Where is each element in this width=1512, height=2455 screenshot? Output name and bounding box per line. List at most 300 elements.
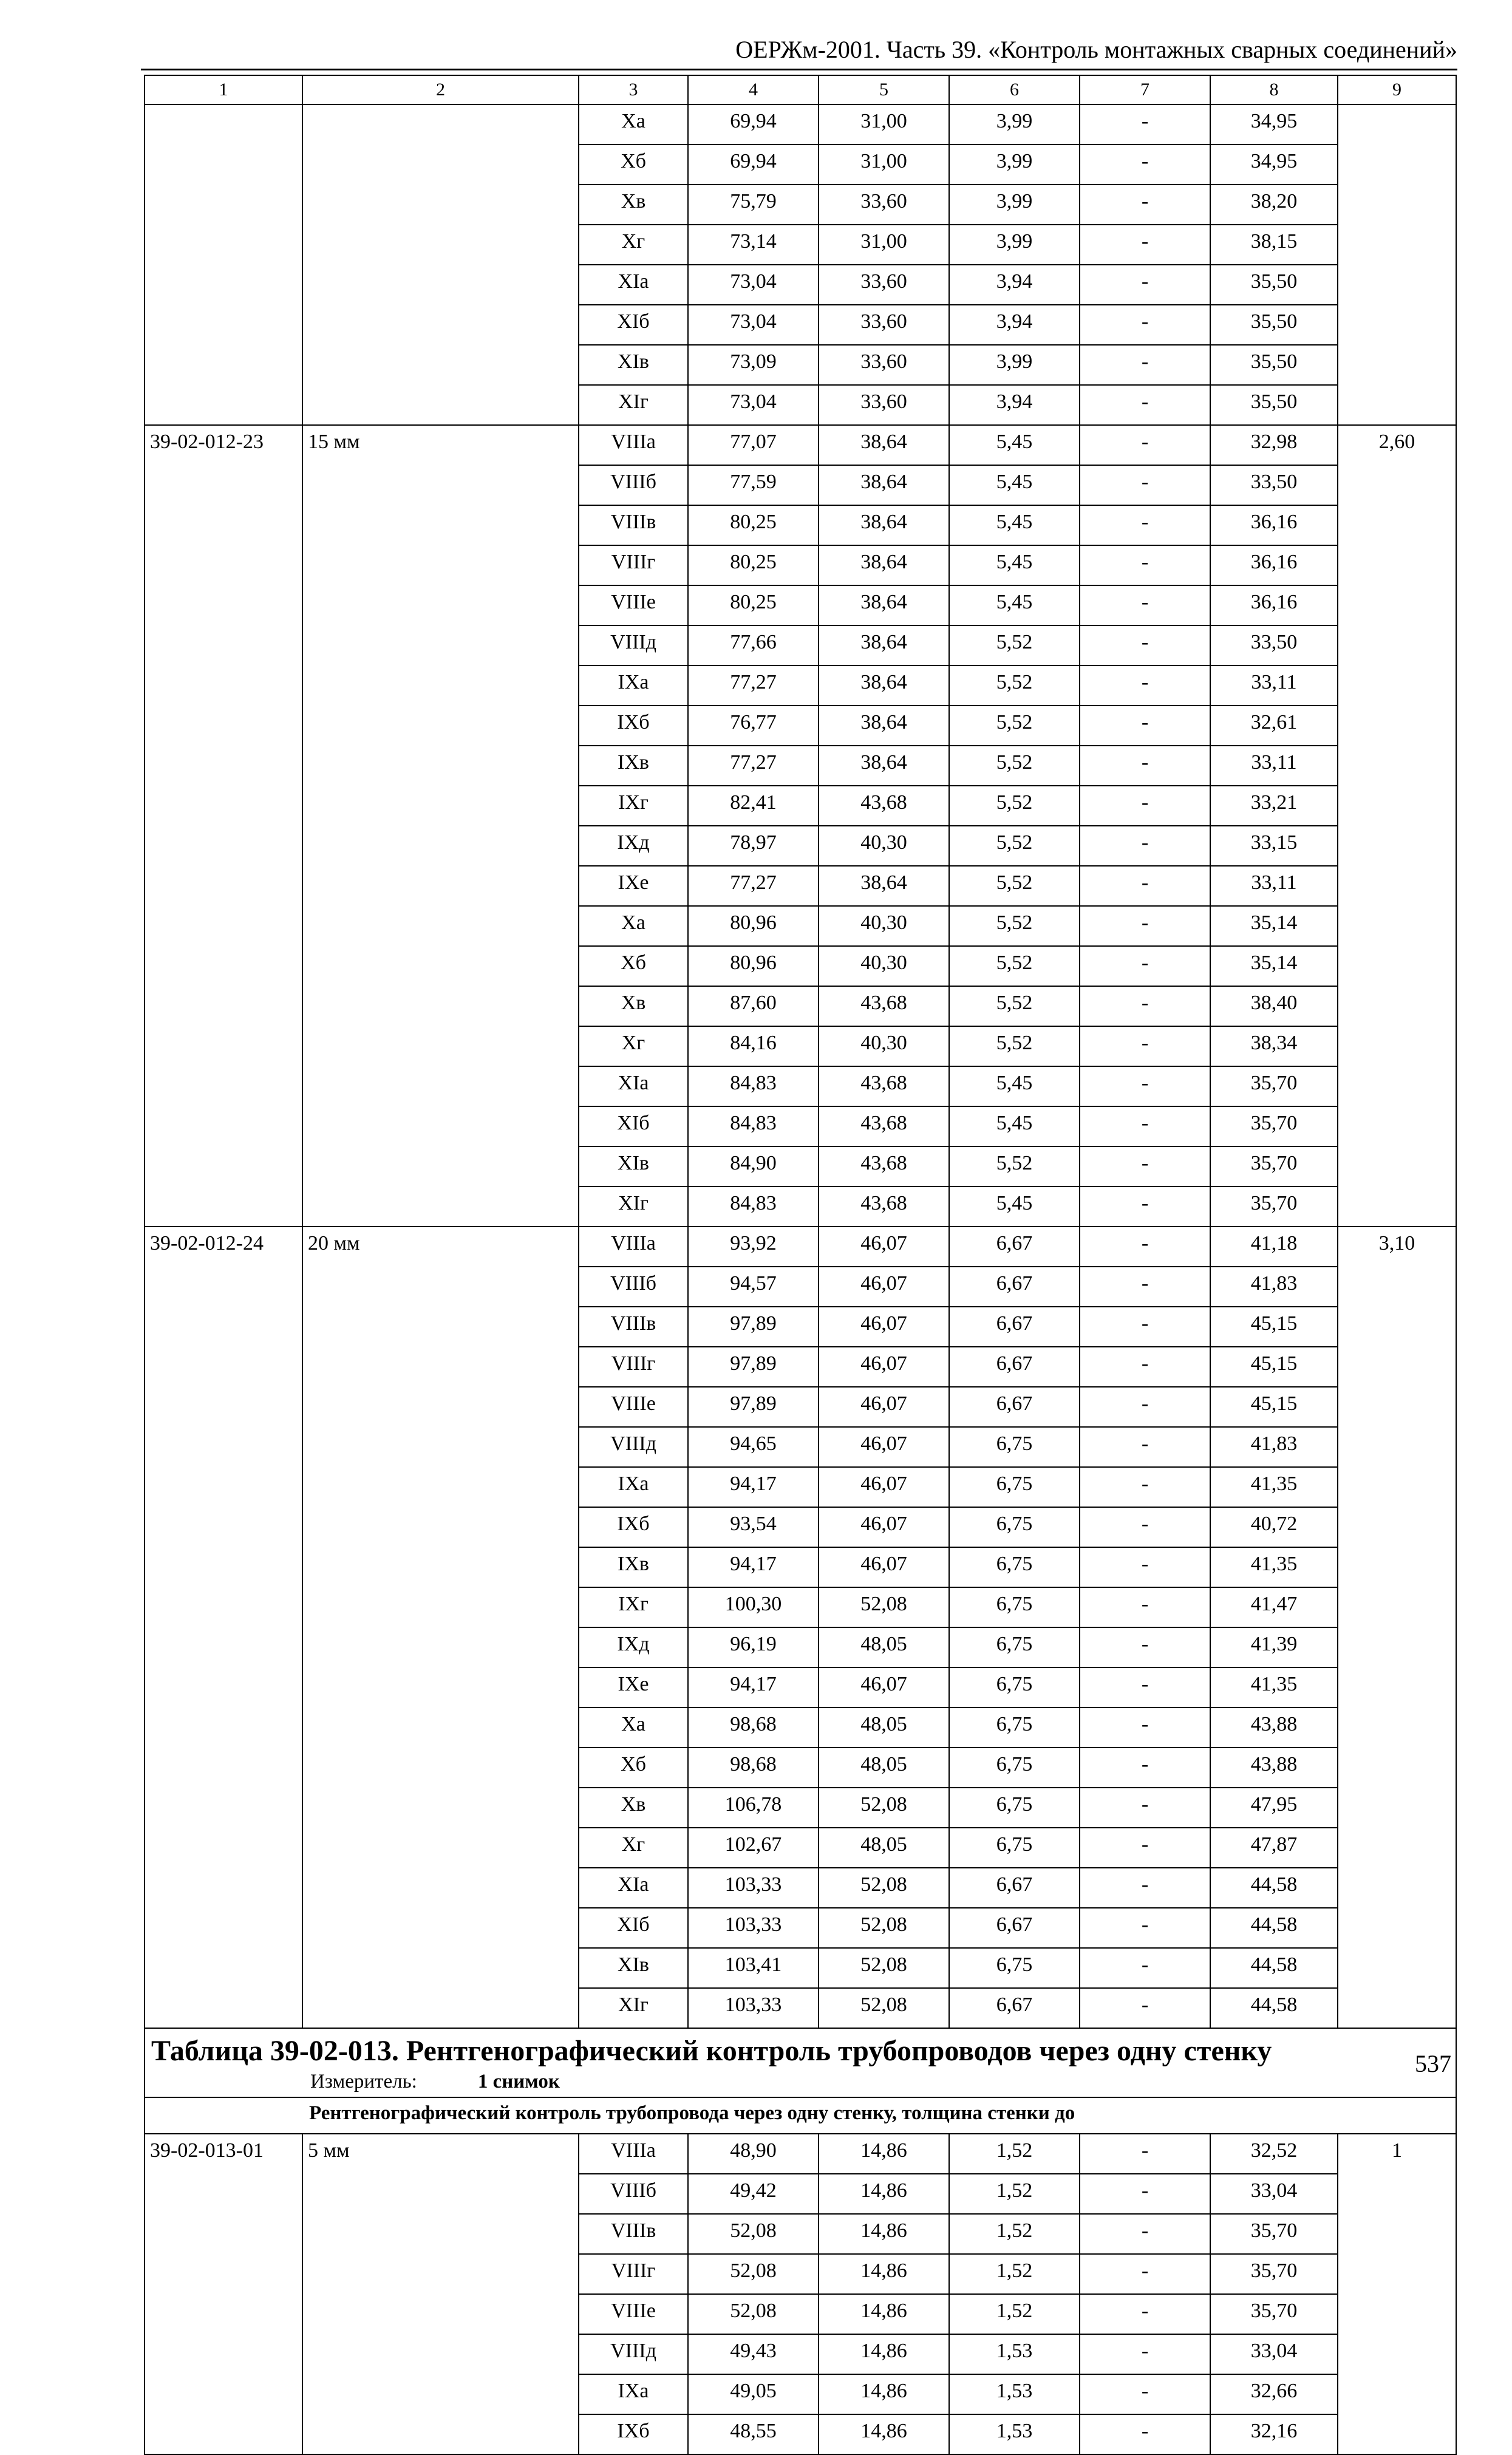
labor-wages: 52,08 — [819, 1788, 949, 1828]
soil-group: XIа — [579, 1868, 688, 1908]
driver-wages: - — [1080, 1026, 1210, 1066]
labor-wages: 40,30 — [819, 1026, 949, 1066]
direct-costs: 103,33 — [688, 1988, 819, 2028]
materials: 36,16 — [1210, 545, 1338, 585]
labor-wages: 33,60 — [819, 345, 949, 385]
machine-operation: 6,67 — [949, 1868, 1080, 1908]
machine-operation: 6,75 — [949, 1467, 1080, 1507]
direct-costs: 80,96 — [688, 906, 819, 946]
rate-code: 39-02-012-24 — [145, 1227, 302, 2028]
labor-wages: 46,07 — [819, 1387, 949, 1427]
driver-wages: - — [1080, 1427, 1210, 1467]
table-row — [145, 1227, 1456, 1267]
materials: 38,40 — [1210, 986, 1338, 1026]
labor-wages: 14,86 — [819, 2174, 949, 2214]
driver-wages: - — [1080, 2334, 1210, 2374]
materials: 33,11 — [1210, 666, 1338, 706]
rate-code: 39-02-012-23 — [145, 425, 302, 1227]
machine-operation: 1,52 — [949, 2214, 1080, 2254]
labor-wages: 33,60 — [819, 305, 949, 345]
materials: 32,52 — [1210, 2134, 1338, 2174]
soil-group: VIIIг — [579, 2254, 688, 2294]
soil-group: VIIIб — [579, 1267, 688, 1307]
labor-wages: 38,64 — [819, 465, 949, 505]
labor-wages: 14,86 — [819, 2374, 949, 2414]
machine-operation: 5,52 — [949, 1026, 1080, 1066]
rate-description — [302, 104, 579, 425]
soil-group: VIIIд — [579, 2334, 688, 2374]
machine-operation: 6,75 — [949, 1667, 1080, 1708]
materials: 44,58 — [1210, 1948, 1338, 1988]
labor-wages: 38,64 — [819, 746, 949, 786]
machine-operation: 6,67 — [949, 1908, 1080, 1948]
materials: 45,15 — [1210, 1347, 1338, 1387]
machine-operation: 5,52 — [949, 786, 1080, 826]
machine-operation: 1,52 — [949, 2174, 1080, 2214]
labor-wages: 46,07 — [819, 1347, 949, 1387]
labor-wages: 33,60 — [819, 385, 949, 425]
machine-operation: 5,52 — [949, 625, 1080, 666]
materials: 41,47 — [1210, 1587, 1338, 1627]
direct-costs: 94,65 — [688, 1427, 819, 1467]
meter-label: Измеритель: — [310, 2071, 417, 2092]
direct-costs: 69,94 — [688, 145, 819, 185]
machine-operation: 5,45 — [949, 425, 1080, 465]
driver-wages: - — [1080, 104, 1210, 145]
direct-costs: 49,05 — [688, 2374, 819, 2414]
soil-group: IXе — [579, 866, 688, 906]
table-row — [145, 2134, 1456, 2174]
labor-wages: 46,07 — [819, 1427, 949, 1467]
machine-operation: 6,75 — [949, 1547, 1080, 1587]
driver-wages: - — [1080, 1146, 1210, 1187]
materials: 44,58 — [1210, 1868, 1338, 1908]
soil-group: Xг — [579, 1828, 688, 1868]
rate-description: 20 мм — [302, 1227, 579, 2028]
machine-operation: 1,52 — [949, 2134, 1080, 2174]
materials: 43,88 — [1210, 1708, 1338, 1748]
column-number: 2 — [302, 75, 579, 104]
direct-costs: 84,83 — [688, 1066, 819, 1106]
labor-wages: 38,64 — [819, 666, 949, 706]
direct-costs: 73,09 — [688, 345, 819, 385]
machine-operation: 6,67 — [949, 1267, 1080, 1307]
soil-group: IXг — [579, 786, 688, 826]
direct-costs: 48,90 — [688, 2134, 819, 2174]
driver-wages: - — [1080, 1507, 1210, 1547]
soil-group: Xа — [579, 104, 688, 145]
soil-group: Xв — [579, 986, 688, 1026]
direct-costs: 103,33 — [688, 1868, 819, 1908]
soil-group: Xа — [579, 906, 688, 946]
direct-costs: 78,97 — [688, 826, 819, 866]
machine-operation: 6,75 — [949, 1828, 1080, 1868]
materials: 35,14 — [1210, 906, 1338, 946]
materials: 41,39 — [1210, 1627, 1338, 1667]
direct-costs: 73,04 — [688, 265, 819, 305]
direct-costs: 84,16 — [688, 1026, 819, 1066]
meter-value: 1 снимок — [477, 2071, 560, 2092]
materials: 33,50 — [1210, 465, 1338, 505]
soil-group: VIIIб — [579, 2174, 688, 2214]
materials: 35,70 — [1210, 2214, 1338, 2254]
materials: 45,15 — [1210, 1387, 1338, 1427]
soil-group: Xб — [579, 1748, 688, 1788]
labor-wages: 14,86 — [819, 2254, 949, 2294]
direct-costs: 94,17 — [688, 1667, 819, 1708]
driver-wages: - — [1080, 986, 1210, 1026]
materials: 43,88 — [1210, 1748, 1338, 1788]
materials: 35,14 — [1210, 946, 1338, 986]
labor-wages: 52,08 — [819, 1988, 949, 2028]
driver-wages: - — [1080, 1387, 1210, 1427]
labor-wages: 43,68 — [819, 1066, 949, 1106]
soil-group: XIа — [579, 265, 688, 305]
driver-wages: - — [1080, 706, 1210, 746]
machine-operation: 3,94 — [949, 305, 1080, 345]
rate-code — [145, 104, 302, 425]
driver-wages: - — [1080, 1066, 1210, 1106]
machine-operation: 3,94 — [949, 265, 1080, 305]
soil-group: VIIIв — [579, 505, 688, 545]
labor-wages: 52,08 — [819, 1868, 949, 1908]
soil-group: VIIIе — [579, 1387, 688, 1427]
materials: 38,15 — [1210, 225, 1338, 265]
machine-operation: 5,45 — [949, 1066, 1080, 1106]
page-number: 537 — [1415, 2050, 1451, 2077]
materials: 47,95 — [1210, 1788, 1338, 1828]
driver-wages: - — [1080, 2134, 1210, 2174]
driver-wages: - — [1080, 1347, 1210, 1387]
driver-wages: - — [1080, 1988, 1210, 2028]
rate-code: 39-02-013-01 — [145, 2134, 302, 2454]
machine-operation: 3,99 — [949, 345, 1080, 385]
machine-operation: 5,45 — [949, 1106, 1080, 1146]
labor-wages: 46,07 — [819, 1547, 949, 1587]
direct-costs: 77,07 — [688, 425, 819, 465]
direct-costs: 102,67 — [688, 1828, 819, 1868]
soil-group: IXб — [579, 2414, 688, 2454]
direct-costs: 80,25 — [688, 505, 819, 545]
materials: 44,58 — [1210, 1908, 1338, 1948]
soil-group: IXв — [579, 1547, 688, 1587]
driver-wages: - — [1080, 1547, 1210, 1587]
direct-costs: 76,77 — [688, 706, 819, 746]
driver-wages: - — [1080, 1948, 1210, 1988]
soil-group: Xг — [579, 1026, 688, 1066]
soil-group: VIIIа — [579, 425, 688, 465]
machine-operation: 6,75 — [949, 1788, 1080, 1828]
labor-wages: 43,68 — [819, 1187, 949, 1227]
materials: 35,50 — [1210, 305, 1338, 345]
machine-operation: 3,94 — [949, 385, 1080, 425]
machine-operation: 6,75 — [949, 1507, 1080, 1547]
labor-wages: 40,30 — [819, 826, 949, 866]
materials: 45,15 — [1210, 1307, 1338, 1347]
machine-operation: 6,75 — [949, 1948, 1080, 1988]
labor-wages: 14,86 — [819, 2334, 949, 2374]
driver-wages: - — [1080, 2374, 1210, 2414]
driver-wages: - — [1080, 1106, 1210, 1146]
machine-operation: 5,45 — [949, 545, 1080, 585]
soil-group: IXд — [579, 1627, 688, 1667]
direct-costs: 49,43 — [688, 2334, 819, 2374]
driver-wages: - — [1080, 906, 1210, 946]
column-number-row — [145, 75, 1456, 104]
labor-wages: 43,68 — [819, 986, 949, 1026]
labor-hours — [1338, 104, 1456, 425]
driver-wages: - — [1080, 2174, 1210, 2214]
driver-wages: - — [1080, 185, 1210, 225]
driver-wages: - — [1080, 2254, 1210, 2294]
machine-operation: 6,75 — [949, 1708, 1080, 1748]
soil-group: XIб — [579, 1106, 688, 1146]
direct-costs: 77,27 — [688, 666, 819, 706]
labor-wages: 52,08 — [819, 1948, 949, 1988]
machine-operation: 6,75 — [949, 1587, 1080, 1627]
soil-group: VIIIд — [579, 625, 688, 666]
direct-costs: 80,96 — [688, 946, 819, 986]
driver-wages: - — [1080, 545, 1210, 585]
labor-wages: 38,64 — [819, 505, 949, 545]
materials: 35,70 — [1210, 2254, 1338, 2294]
driver-wages: - — [1080, 345, 1210, 385]
soil-group: Xб — [579, 145, 688, 185]
rates-table — [144, 75, 1457, 2455]
soil-group: XIб — [579, 1908, 688, 1948]
soil-group: XIг — [579, 385, 688, 425]
labor-wages: 38,64 — [819, 585, 949, 625]
machine-operation: 5,45 — [949, 585, 1080, 625]
column-number: 9 — [1338, 75, 1456, 104]
soil-group: VIIIа — [579, 1227, 688, 1267]
driver-wages: - — [1080, 425, 1210, 465]
soil-group: XIг — [579, 1988, 688, 2028]
direct-costs: 93,92 — [688, 1227, 819, 1267]
labor-wages: 46,07 — [819, 1267, 949, 1307]
soil-group: VIIIг — [579, 1347, 688, 1387]
driver-wages: - — [1080, 505, 1210, 545]
driver-wages: - — [1080, 305, 1210, 345]
machine-operation: 6,67 — [949, 1347, 1080, 1387]
materials: 41,83 — [1210, 1427, 1338, 1467]
machine-operation: 6,67 — [949, 1307, 1080, 1347]
materials: 44,58 — [1210, 1988, 1338, 2028]
materials: 34,95 — [1210, 145, 1338, 185]
labor-wages: 40,30 — [819, 906, 949, 946]
direct-costs: 98,68 — [688, 1748, 819, 1788]
driver-wages: - — [1080, 2214, 1210, 2254]
materials: 32,98 — [1210, 425, 1338, 465]
soil-group: VIIIе — [579, 2294, 688, 2334]
direct-costs: 52,08 — [688, 2254, 819, 2294]
labor-wages: 31,00 — [819, 104, 949, 145]
materials: 32,61 — [1210, 706, 1338, 746]
driver-wages: - — [1080, 585, 1210, 625]
soil-group: VIIIв — [579, 1307, 688, 1347]
direct-costs: 96,19 — [688, 1627, 819, 1667]
direct-costs: 77,66 — [688, 625, 819, 666]
soil-group: IXе — [579, 1667, 688, 1708]
machine-operation: 6,75 — [949, 1627, 1080, 1667]
section-heading-cell — [145, 2028, 1456, 2097]
driver-wages: - — [1080, 2294, 1210, 2334]
column-number: 6 — [949, 75, 1080, 104]
materials: 33,11 — [1210, 746, 1338, 786]
labor-wages: 31,00 — [819, 145, 949, 185]
machine-operation: 6,67 — [949, 1387, 1080, 1427]
labor-wages: 52,08 — [819, 1587, 949, 1627]
materials: 33,11 — [1210, 866, 1338, 906]
labor-wages: 46,07 — [819, 1507, 949, 1547]
table-title: Таблица 39-02-013. Рентгенографический контроль трубопроводов через одну стенку — [151, 2035, 1272, 2067]
meter-line — [151, 2069, 1449, 2094]
direct-costs: 69,94 — [688, 104, 819, 145]
table-subheading — [145, 2097, 1456, 2134]
machine-operation: 5,52 — [949, 906, 1080, 946]
machine-operation: 6,75 — [949, 1748, 1080, 1788]
labor-wages: 38,64 — [819, 706, 949, 746]
soil-group: XIв — [579, 1948, 688, 1988]
materials: 32,66 — [1210, 2374, 1338, 2414]
machine-operation: 5,52 — [949, 746, 1080, 786]
direct-costs: 80,25 — [688, 585, 819, 625]
direct-costs: 84,90 — [688, 1146, 819, 1187]
materials: 47,87 — [1210, 1828, 1338, 1868]
machine-operation: 6,75 — [949, 1427, 1080, 1467]
soil-group: XIв — [579, 345, 688, 385]
labor-wages: 31,00 — [819, 225, 949, 265]
direct-costs: 97,89 — [688, 1387, 819, 1427]
soil-group: XIг — [579, 1187, 688, 1227]
materials: 33,50 — [1210, 625, 1338, 666]
soil-group: IXа — [579, 1467, 688, 1507]
driver-wages: - — [1080, 1307, 1210, 1347]
materials: 33,04 — [1210, 2334, 1338, 2374]
soil-group: VIIIа — [579, 2134, 688, 2174]
labor-wages: 46,07 — [819, 1467, 949, 1507]
column-number: 3 — [579, 75, 688, 104]
direct-costs: 49,42 — [688, 2174, 819, 2214]
driver-wages: - — [1080, 1868, 1210, 1908]
labor-wages: 46,07 — [819, 1307, 949, 1347]
driver-wages: - — [1080, 1587, 1210, 1627]
soil-group: XIв — [579, 1146, 688, 1187]
labor-wages: 14,86 — [819, 2294, 949, 2334]
column-number: 4 — [688, 75, 819, 104]
machine-operation: 5,52 — [949, 946, 1080, 986]
machine-operation: 1,53 — [949, 2414, 1080, 2454]
driver-wages: - — [1080, 1828, 1210, 1868]
soil-group: IXв — [579, 746, 688, 786]
running-header: ОЕРЖм-2001. Часть 39. «Контроль монтажных сварных соединений» — [735, 36, 1457, 63]
soil-group: VIIIб — [579, 465, 688, 505]
machine-operation: 5,52 — [949, 666, 1080, 706]
soil-group: VIIIв — [579, 2214, 688, 2254]
soil-group: IXа — [579, 2374, 688, 2414]
machine-operation: 3,99 — [949, 225, 1080, 265]
direct-costs: 84,83 — [688, 1187, 819, 1227]
machine-operation: 6,67 — [949, 1227, 1080, 1267]
materials: 38,20 — [1210, 185, 1338, 225]
soil-group: Xб — [579, 946, 688, 986]
direct-costs: 103,33 — [688, 1908, 819, 1948]
labor-wages: 46,07 — [819, 1667, 949, 1708]
materials: 33,15 — [1210, 826, 1338, 866]
labor-wages: 33,60 — [819, 185, 949, 225]
soil-group: XIб — [579, 305, 688, 345]
driver-wages: - — [1080, 1748, 1210, 1788]
column-number: 7 — [1080, 75, 1210, 104]
materials: 36,16 — [1210, 505, 1338, 545]
soil-group: IXб — [579, 706, 688, 746]
materials: 33,04 — [1210, 2174, 1338, 2214]
direct-costs: 94,17 — [688, 1467, 819, 1507]
labor-wages: 14,86 — [819, 2214, 949, 2254]
driver-wages: - — [1080, 1467, 1210, 1507]
column-number: 5 — [819, 75, 949, 104]
direct-costs: 97,89 — [688, 1347, 819, 1387]
driver-wages: - — [1080, 866, 1210, 906]
machine-operation: 5,45 — [949, 1187, 1080, 1227]
labor-hours: 2,60 — [1338, 425, 1456, 1227]
direct-costs: 77,27 — [688, 866, 819, 906]
driver-wages: - — [1080, 666, 1210, 706]
soil-group: IXг — [579, 1587, 688, 1627]
labor-wages: 14,86 — [819, 2134, 949, 2174]
direct-costs: 48,55 — [688, 2414, 819, 2454]
driver-wages: - — [1080, 1908, 1210, 1948]
materials: 35,50 — [1210, 265, 1338, 305]
rate-description: 5 мм — [302, 2134, 579, 2454]
soil-group: VIIIе — [579, 585, 688, 625]
labor-wages: 38,64 — [819, 866, 949, 906]
driver-wages: - — [1080, 225, 1210, 265]
subheading-cell: Рентгенографический контроль трубопровода через одну стенку, толщина стенки до — [145, 2097, 1456, 2134]
soil-group: XIа — [579, 1066, 688, 1106]
labor-wages: 38,64 — [819, 545, 949, 585]
machine-operation: 1,52 — [949, 2254, 1080, 2294]
labor-wages: 38,64 — [819, 625, 949, 666]
materials: 38,34 — [1210, 1026, 1338, 1066]
direct-costs: 87,60 — [688, 986, 819, 1026]
machine-operation: 5,52 — [949, 826, 1080, 866]
driver-wages: - — [1080, 1227, 1210, 1267]
driver-wages: - — [1080, 625, 1210, 666]
materials: 41,35 — [1210, 1467, 1338, 1507]
column-number: 8 — [1210, 75, 1338, 104]
machine-operation: 1,52 — [949, 2294, 1080, 2334]
materials: 34,95 — [1210, 104, 1338, 145]
driver-wages: - — [1080, 786, 1210, 826]
soil-group: Xг — [579, 225, 688, 265]
machine-operation: 5,52 — [949, 866, 1080, 906]
labor-wages: 48,05 — [819, 1828, 949, 1868]
soil-group: IXб — [579, 1507, 688, 1547]
labor-wages: 43,68 — [819, 1106, 949, 1146]
direct-costs: 73,04 — [688, 305, 819, 345]
labor-wages: 38,64 — [819, 425, 949, 465]
driver-wages: - — [1080, 1187, 1210, 1227]
driver-wages: - — [1080, 385, 1210, 425]
direct-costs: 94,17 — [688, 1547, 819, 1587]
materials: 35,70 — [1210, 1106, 1338, 1146]
direct-costs: 52,08 — [688, 2214, 819, 2254]
materials: 33,21 — [1210, 786, 1338, 826]
machine-operation: 6,67 — [949, 1988, 1080, 2028]
direct-costs: 106,78 — [688, 1788, 819, 1828]
labor-wages: 43,68 — [819, 786, 949, 826]
